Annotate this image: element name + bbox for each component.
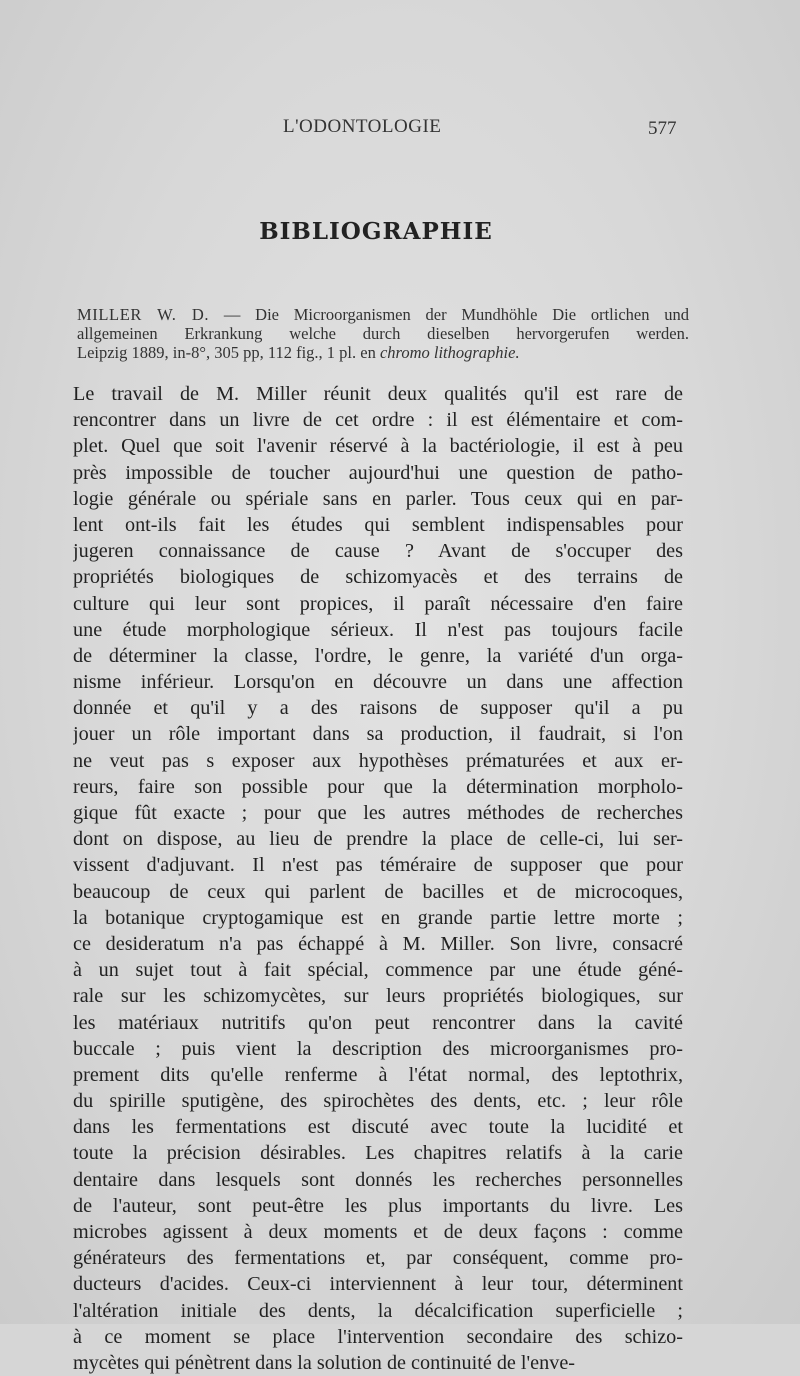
journal-title: L'ODONTOLOGIE	[283, 116, 442, 137]
text-line: de l'auteur, sont peut-être les plus importants du livre. Les	[73, 1194, 683, 1217]
text-line: de déterminer la classe, l'ordre, le genre, la variété d'un orga-	[73, 644, 683, 667]
text-line: nisme inférieur. Lorsqu'on en découvre un dans une affection	[73, 671, 683, 694]
text-line: jouer un rôle important dans sa production, il faudrait, si l'on	[73, 723, 683, 746]
text-line: ne veut pas s exposer aux hypothèses prématurées et aux er-	[73, 749, 683, 772]
text-line: propriétés biologiques de schizomyacès et des terrains de	[73, 566, 683, 589]
text-line: la botanique cryptogamique est en grande partie lettre morte ;	[73, 906, 683, 929]
citation-author: MILLER W. D.	[77, 305, 210, 324]
review-body	[73, 381, 683, 1376]
citation-text: — Die Microorganismen der Mundhöhle Die ortlichen und	[223, 305, 689, 324]
text-line: gique fût exacte ; pour que les autres méthodes de recherches	[73, 802, 683, 824]
citation-format: chromo lithographie.	[379, 343, 520, 362]
text-line: à un sujet tout à fait spécial, commence par une étude géné-	[73, 959, 683, 982]
text-line: dans les fermentations est discuté avec toute la lucidité et	[73, 1116, 683, 1139]
text-line: mycètes qui pénètrent dans la solution de continuité de l'enve-	[73, 1351, 576, 1374]
text-line: dentaire dans lesquels sont donnés les recherches personnelles	[73, 1168, 683, 1191]
text-line: rencontrer dans un livre de cet ordre : il est élémentaire et com-	[73, 409, 683, 432]
text-line: plet. Quel que soit l'avenir réservé à la bactériologie, il est à peu	[73, 435, 683, 458]
text-line: prement dits qu'elle renferme à l'état normal, des leptothrix,	[73, 1063, 683, 1086]
text-line: jugeren connaissance de cause ? Avant de s'occuper des	[73, 540, 683, 563]
text-line: culture qui leur sont propices, il paraît nécessaire d'en faire	[73, 592, 683, 615]
text-line: l'altération initiale des dents, la décalcification superficielle ;	[73, 1299, 683, 1322]
citation-line	[77, 305, 689, 324]
text-line: les matériaux nutritifs qu'on peut rencontrer dans la cavité	[73, 1011, 683, 1034]
text-line: beaucoup de ceux qui parlent de bacilles et de microcoques,	[73, 880, 683, 903]
text-line: à ce moment se place l'intervention secondaire des schizo-	[73, 1325, 683, 1348]
text-line: générateurs des fermentations et, par conséquent, comme pro-	[73, 1247, 683, 1270]
text-line: ducteurs d'acides. Ceux-ci interviennent à leur tour, déterminent	[73, 1273, 683, 1296]
text-line: Le travail de M. Miller réunit deux qualités qu'il est rare de	[73, 383, 683, 405]
text-line: ce desideratum n'a pas échappé à M. Miller. Son livre, consacré	[73, 932, 683, 955]
section-title: BIBLIOGRAPHIE	[259, 218, 493, 245]
text-line: toute la précision désirables. Les chapitres relatifs à la carie	[73, 1142, 683, 1165]
text-line: près impossible de toucher aujourd'hui une question de patho-	[73, 461, 683, 484]
page-number: 577	[648, 118, 677, 139]
text-line: dont on dispose, au lieu de prendre la place de celle-ci, lui ser-	[73, 828, 683, 851]
text-line: rale sur les schizomycètes, sur leurs propriétés biologiques, sur	[73, 985, 683, 1008]
text-line: donnée et qu'il y a des raisons de supposer qu'il a pu	[73, 697, 683, 720]
text-line: une étude morphologique sérieux. Il n'est pas toujours facile	[73, 618, 683, 641]
citation-line	[77, 343, 689, 362]
running-head	[0, 116, 800, 140]
text-line: lent ont-ils fait les études qui semblent indispensables pour	[73, 513, 683, 536]
text-line: reurs, faire son possible pour que la détermination morpholo-	[73, 775, 683, 798]
text-line: vissent d'adjuvant. Il n'est pas téméraire de supposer que pour	[73, 854, 683, 877]
citation	[77, 305, 689, 362]
citation-line: allgemeinen Erkrankung welche durch dieselben hervorgerufen werden.	[77, 324, 689, 343]
text-line: buccale ; puis vient la description des microorganismes pro-	[73, 1037, 683, 1060]
text-line: logie générale ou spériale sans en parler. Tous ceux qui en par-	[73, 487, 683, 510]
text-line: du spirille sputigène, des spirochètes des dents, etc. ; leur rôle	[73, 1090, 683, 1113]
text-line: microbes agissent à deux moments et de deux façons : comme	[73, 1221, 683, 1243]
citation-text: Leipzig 1889, in-8°, 305 pp, 112 fig., 1 pl. en	[77, 343, 376, 362]
